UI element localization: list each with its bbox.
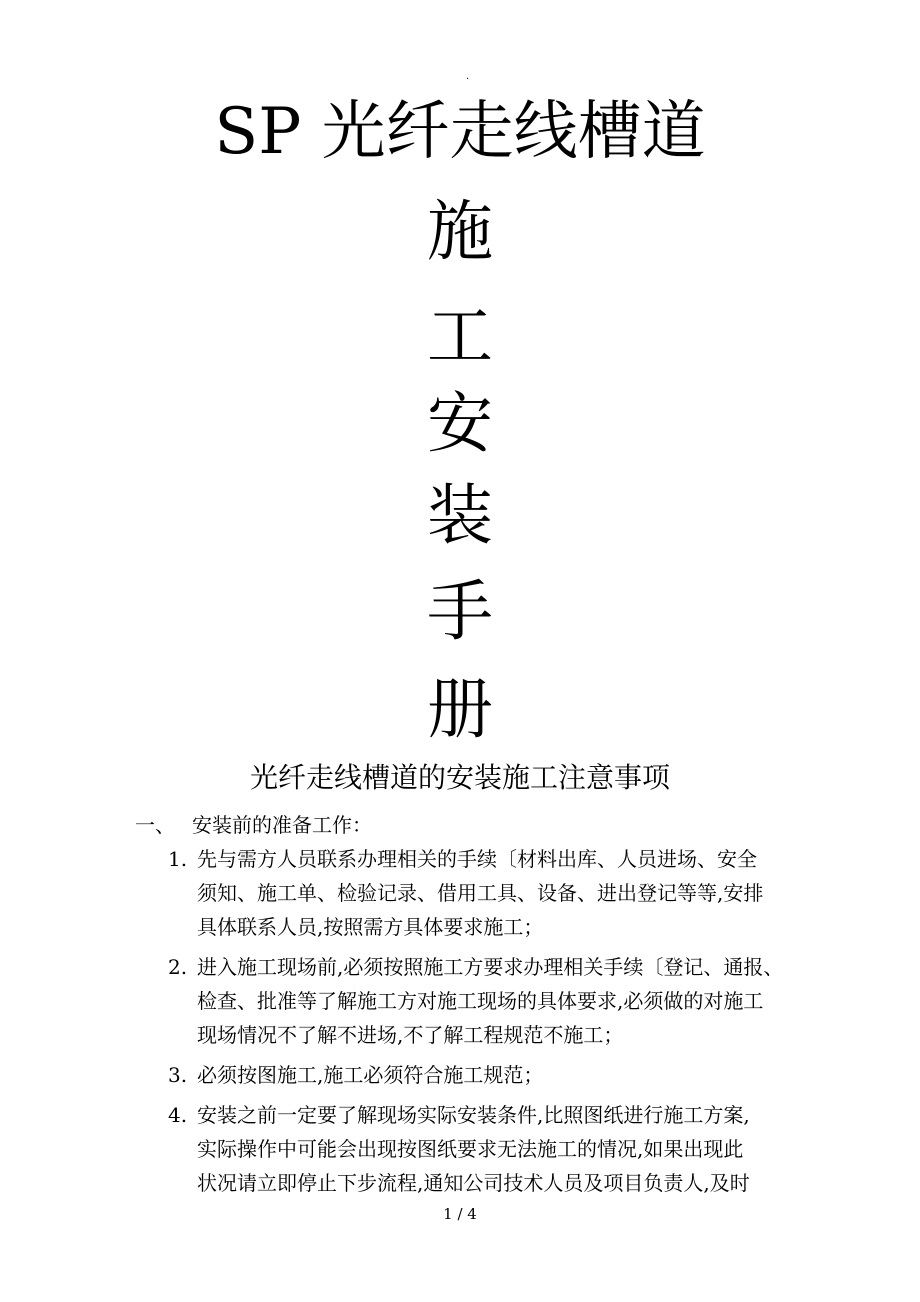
vertical-title-char: 安 [427,385,493,462]
list-item-line: 安装之前一定要了解现场实际安装条件,比照图纸进行施工方案, [197,1103,750,1127]
list-item-line: 现场情况不了解不进场,不了解工程规范不施工； [197,1023,624,1047]
list-item-line: 须知、施工单、检验记录、借用工具、设备、进出登记等等,安排 [197,881,764,905]
vertical-title-char: 施 [427,193,493,270]
document-subtitle: 光纤走线槽道的安装施工注意事项 [249,761,670,794]
list-item [168,1058,808,1092]
list-item [168,842,808,944]
list-item-number: 4. [168,1103,188,1127]
top-mark: . [466,71,470,82]
section-heading-text: 安装前的准备工作： [192,813,372,837]
list-item-line: 状况请立即停止下步流程,通知公司技术人员及项目负责人,及时 [197,1171,750,1195]
list-item [168,1098,808,1200]
list-item-number: 1. [168,847,188,871]
page-indicator: 1 / 4 [443,1205,477,1223]
vertical-title-char: 册 [427,671,493,748]
list-item-line: 检查、批准等了解施工方对施工现场的具体要求,必须做的对施工 [197,989,764,1013]
vertical-title-char: 手 [427,573,493,650]
vertical-title-char: 工 [427,298,493,375]
list-item-number: 2. [168,955,188,979]
section-number: 一、 [135,813,175,837]
section-heading [135,810,372,840]
list-item-line: 进入施工现场前,必须按照施工方要求办理相关手续〔登记、通报、 [197,955,784,979]
list-item-number: 3. [168,1063,188,1087]
list-item-line: 具体联系人员,按照需方具体要求施工； [197,915,544,939]
list-item-line: 必须按图施工,施工必须符合施工规范； [197,1063,544,1087]
numbered-list [168,842,808,1206]
list-item [168,950,808,1052]
list-item-line: 实际操作中可能会出现按图纸要求无法施工的情况,如果出现此 [197,1137,744,1161]
vertical-title-char: 装 [427,477,493,554]
list-item-line: 先与需方人员联系办理相关的手续〔材料出库、人员进场、安全 [197,847,757,871]
document-title: SP 光纤走线槽道 [214,95,706,169]
